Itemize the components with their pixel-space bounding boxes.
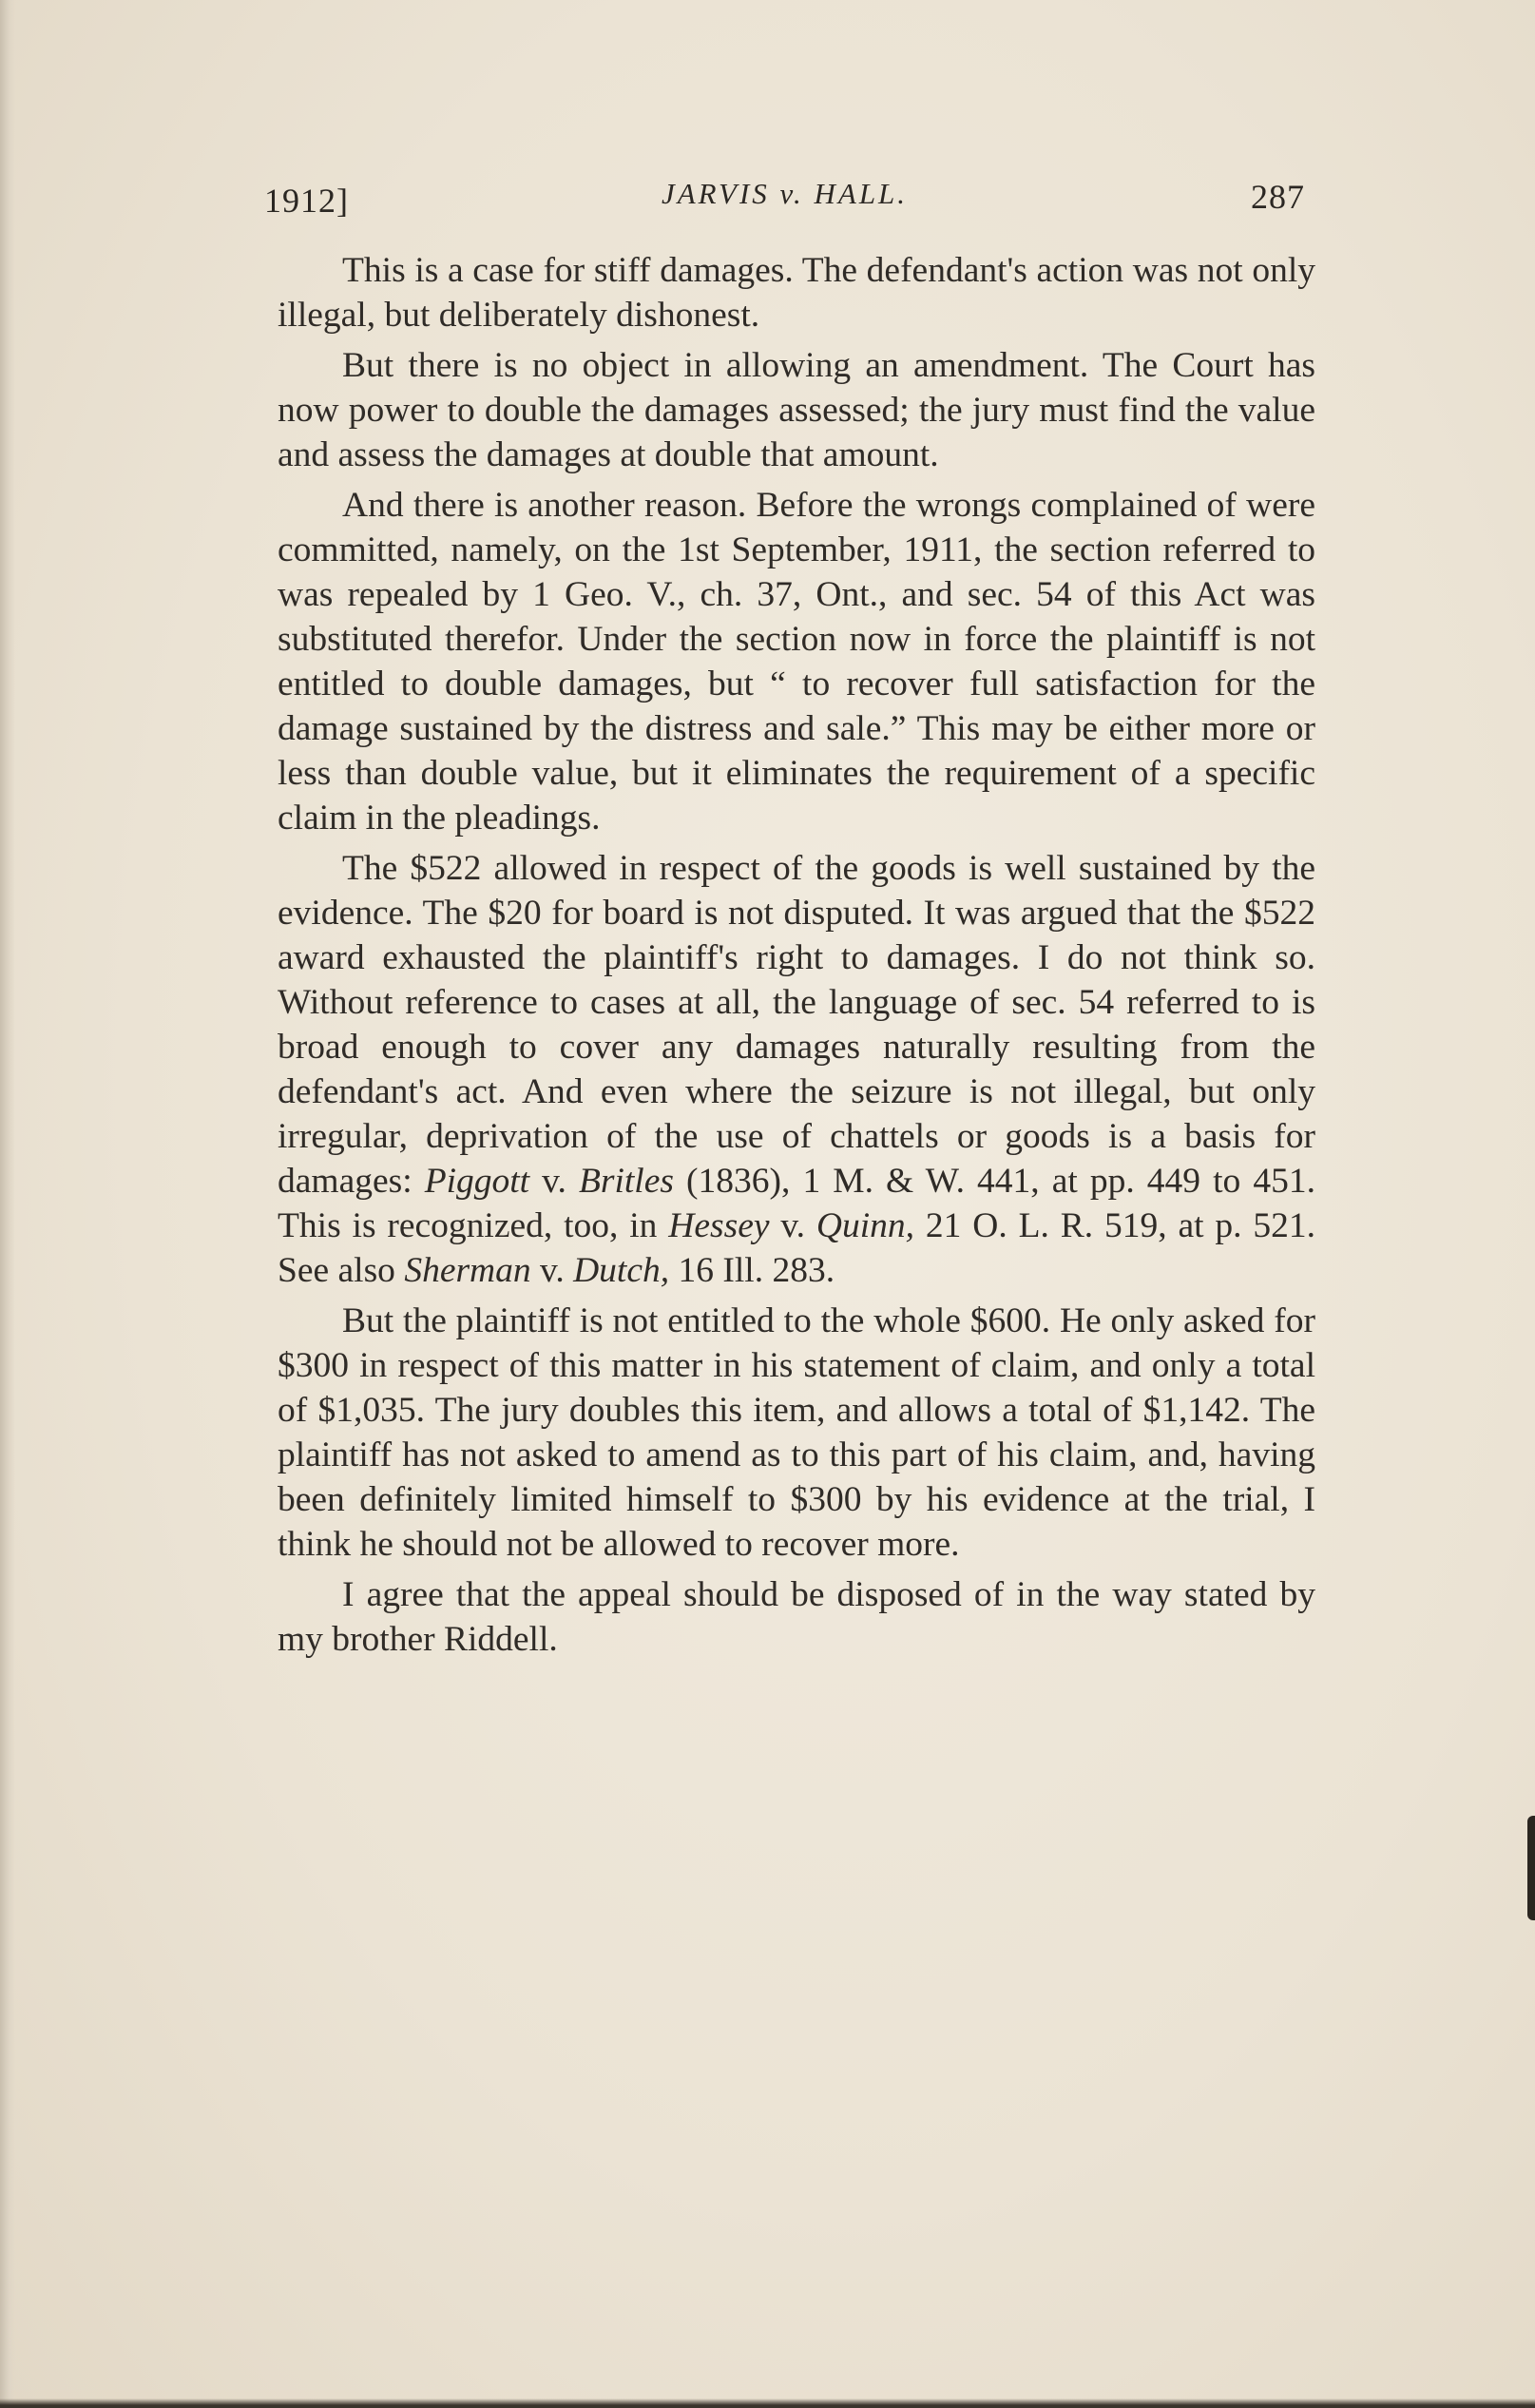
paragraph-text: But the plaintiff is not entitled to the whole $600. He only asked for $300 in respect of this matter in his statement of claim, and only a total of $1,035. The jury doubles this item, and allows a total of $1,142. The plaintiff has not asked to amend as to this part of his claim, and, having been definitely limited himself to $300 by his evidence at the trial, I think he should not be allowed to recover more. xyxy=(278,1301,1315,1564)
paragraph-text: The $522 allowed in respect of the goods is well sustained by the evidence. The $20 for board is not disputed. It was argued that the $522 award exhausted the plaintiff's right to damages. I do not think so. Without reference to cases at all, the language of sec. 54 referred to is broad enough to cover any damages naturally resulting from the defendant's act. And even where the seizure is not illegal, but only irregular, deprivation of the use of chattels or goods is a basis for damages: xyxy=(278,849,1315,1201)
paragraph xyxy=(278,248,1315,337)
paragraph xyxy=(278,483,1315,840)
paragraph xyxy=(278,1299,1315,1567)
paragraph xyxy=(278,343,1315,477)
case-name: Quinn, xyxy=(815,1206,915,1245)
paragraph xyxy=(278,1572,1315,1662)
case-name: Dutch, xyxy=(573,1251,670,1290)
paragraph-text: I agree that the appeal should be disposed of in the way stated by my brother Riddell. xyxy=(278,1575,1315,1659)
case-name: Hessey xyxy=(668,1206,770,1245)
header-case-title: JARVIS v. HALL. xyxy=(661,177,909,210)
header-page-number: 287 xyxy=(1251,178,1305,216)
paragraph xyxy=(278,846,1315,1293)
paragraph-text: But there is no object in allowing an amendment. The Court has now power to double the damages assessed; the jury must find the value and assess the damages at double that amount. xyxy=(278,346,1315,474)
paragraph-text: v. xyxy=(769,1206,816,1245)
page-bottom-edge xyxy=(0,2398,1535,2408)
running-header xyxy=(264,173,1305,221)
page-edge-mark xyxy=(1527,1816,1535,1920)
page-left-edge xyxy=(0,0,15,2408)
case-name: Piggott xyxy=(424,1162,530,1201)
paragraph-text: This is a case for stiff damages. The defendant's action was not only illegal, but deliberately dishonest. xyxy=(278,251,1315,335)
paragraph-text: v. xyxy=(530,1251,574,1290)
paragraph-text: 21 O. L. R. 519, at p. 521. See also xyxy=(278,1206,1315,1290)
paragraph-text: And there is another reason. Before the wrongs complained of were committed, namely, on the 1st September, 1911, the section referred to was repealed by 1 Geo. V., ch. 37, Ont., and sec. 54 of this Act was substituted therefor. Under the section now in force the plaintiff is not entitled to double damages, but “ to recover full satisfaction for the damage sustained by the distress and sale.” This may be either more or less than double value, but it eliminates the requirement of a specific claim in the pleadings. xyxy=(278,486,1315,838)
case-name: Britles xyxy=(578,1162,674,1201)
paragraph-text: (1836), 1 M. & W. 441, at pp. 449 to 451. This is recognized, too, in xyxy=(278,1162,1315,1245)
paragraph-text: 16 Ill. 283. xyxy=(669,1251,835,1290)
body-text xyxy=(278,248,1315,1667)
paragraph-text: v. xyxy=(529,1162,579,1201)
header-year: 1912] xyxy=(264,182,349,220)
case-name: Sherman xyxy=(404,1251,531,1290)
